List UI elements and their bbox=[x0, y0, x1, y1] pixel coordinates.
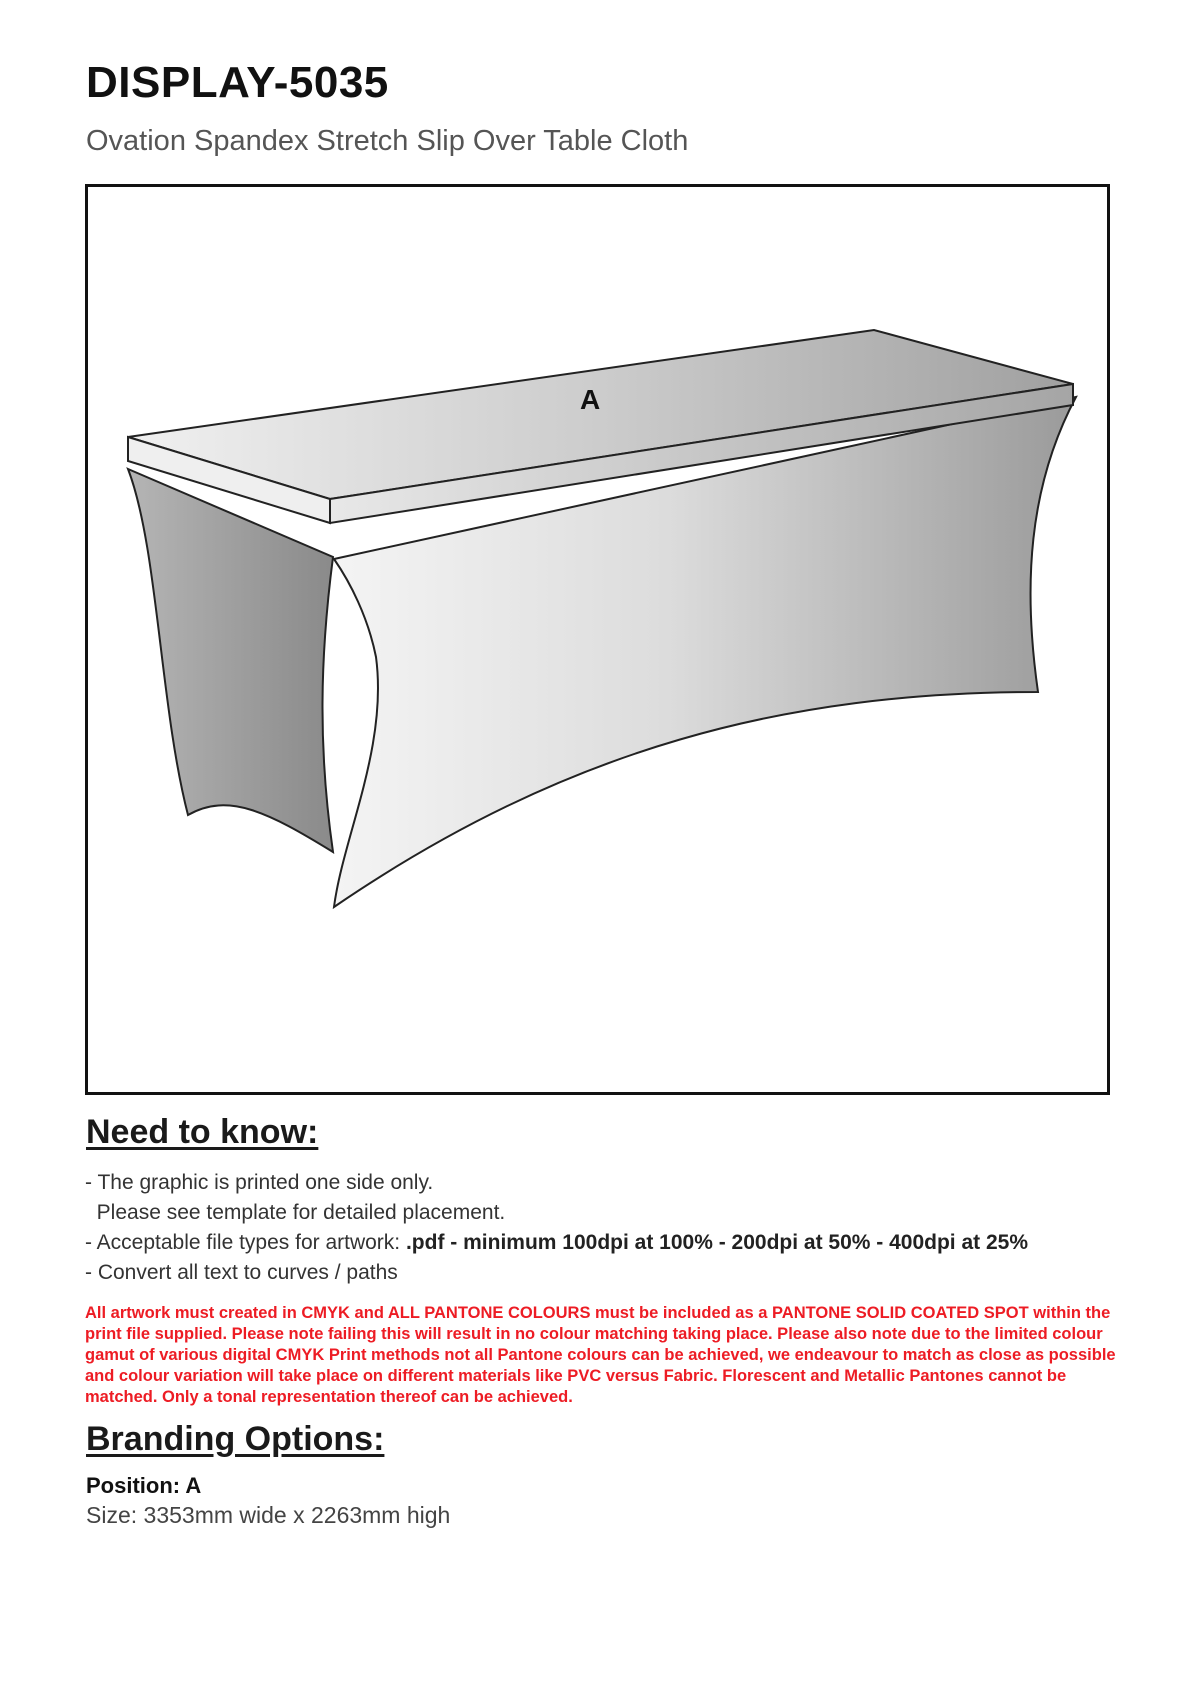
need-to-know-list bbox=[85, 1168, 1125, 1288]
left-side-panel bbox=[128, 469, 333, 852]
file-types-spec: .pdf - minimum 100dpi at 100% - 200dpi at 50% - 400dpi at 25% bbox=[405, 1231, 1028, 1254]
note-curves: - Convert all text to curves / paths bbox=[85, 1261, 398, 1284]
note-one-side: - The graphic is printed one side only. bbox=[85, 1171, 434, 1194]
table-cloth-illustration bbox=[88, 187, 1107, 1092]
branding-position: Position: A bbox=[86, 1473, 202, 1498]
illustration-frame bbox=[85, 184, 1110, 1095]
note-file-types bbox=[85, 1228, 1125, 1258]
file-types-prefix: - Acceptable file types for artwork: bbox=[85, 1231, 406, 1254]
branding-options-heading: Branding Options: bbox=[86, 1420, 385, 1458]
note-template: Please see template for detailed placement. bbox=[85, 1201, 506, 1224]
need-to-know-heading: Need to know: bbox=[86, 1113, 319, 1151]
position-a-label: A bbox=[580, 384, 601, 415]
branding-size: Size: 3353mm wide x 2263mm high bbox=[86, 1502, 451, 1528]
colour-warning: All artwork must created in CMYK and ALL PANTONE COLOURS must be included as a PANTONE SOLID COATED SPOT within the print file supplied. Please note failing this will result in no colour matching taking place. Please also note due to the limited colour gamut of various digital CMYK Print methods not all Pantone colours can be achieved, we endeavour to match as close as possible and colour variation will take place on different materials like PVC versus Fabric. Florescent and Metallic Pantones cannot be matched. Only a tonal representation thereof can be achieved. bbox=[85, 1304, 1116, 1406]
product-code: DISPLAY-5035 bbox=[86, 58, 389, 107]
product-subtitle: Ovation Spandex Stretch Slip Over Table Cloth bbox=[86, 125, 689, 157]
